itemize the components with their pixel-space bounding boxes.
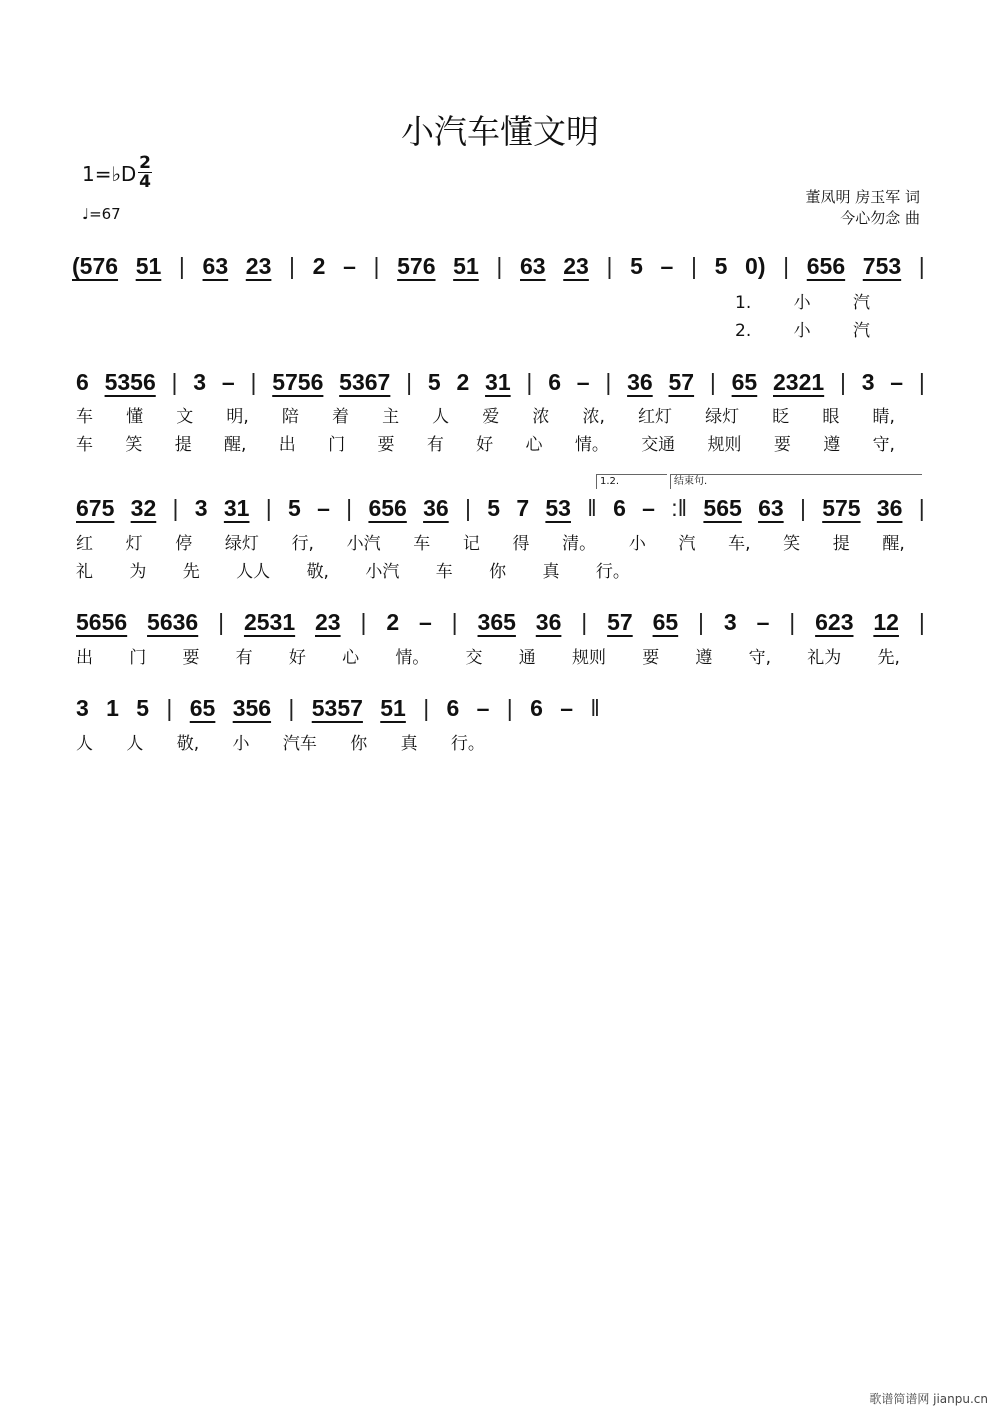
lyric-syllable: 汽车 [282, 734, 317, 754]
lyric-syllable: 睛, [872, 407, 895, 427]
lyric-syllable: 主 [382, 407, 400, 427]
barline: | [799, 495, 806, 521]
notation-row [76, 608, 925, 638]
note-group: 5 [136, 695, 150, 721]
note-group: 12 [873, 609, 899, 635]
barline: | [451, 609, 458, 635]
barline: | [346, 495, 353, 521]
note-group: – [221, 369, 235, 395]
lyric-syllable: 车, [728, 534, 751, 554]
note-group: 36 [627, 369, 653, 395]
note-group: 5656 [76, 609, 128, 635]
lyricist-credit: 董凤明 房玉军 词 [805, 188, 920, 206]
note-group: 57 [607, 609, 633, 635]
lyric-syllable: 好 [288, 648, 306, 668]
barline: | [605, 369, 612, 395]
note-group: 51 [135, 253, 162, 279]
barline: | [423, 695, 430, 721]
note-group: 5367 [339, 369, 391, 395]
barline: :‖ [671, 495, 688, 521]
lyric-syllable: 清。 [562, 534, 597, 554]
time-signature [138, 154, 152, 191]
lyric-syllable: 红灯 [638, 407, 673, 427]
lyric-syllable: 人人 [236, 562, 271, 582]
lyric-syllable: 先, [877, 648, 900, 668]
notation-row [76, 494, 925, 524]
lyric-syllable: 有 [426, 435, 444, 455]
note-group: 6 [76, 369, 89, 395]
lyric-syllable: 门 [328, 435, 346, 455]
lyric-syllable: 1. [735, 293, 752, 313]
barline: ‖ [590, 695, 600, 721]
barline: ‖ [587, 495, 597, 521]
lyric-syllable: 规则 [571, 648, 606, 668]
barline: | [709, 369, 716, 395]
note-group: 5 [487, 495, 501, 521]
lyric-syllable: 守, [748, 648, 772, 668]
note-group: 656 [806, 253, 846, 279]
lyric-syllable: 礼 [76, 562, 93, 582]
lyric-syllable: 绿灯 [224, 534, 259, 554]
notation-row [76, 694, 600, 724]
note-group: – [317, 495, 330, 521]
note-group: – [476, 695, 490, 721]
note-group: 51 [380, 695, 406, 721]
note-group: 2 [456, 369, 470, 395]
lyrics-verse-2 [76, 434, 895, 458]
note-group: 31 [223, 495, 250, 521]
lyric-syllable: 车 [76, 435, 93, 455]
note-group: 6 [530, 695, 543, 721]
note-group: 65 [189, 695, 216, 721]
barline: | [918, 495, 925, 521]
note-group: 65 [731, 369, 758, 395]
volta-ending: 结束句. [670, 474, 922, 489]
note-group: 5357 [311, 695, 363, 721]
lyrics-verse-1 [735, 292, 870, 316]
notation-row [76, 368, 925, 398]
note-group: 575 [822, 495, 861, 521]
lyric-syllable: 笑 [125, 435, 143, 455]
note-group: 5 [427, 369, 441, 395]
lyric-syllable: 醒, [882, 534, 905, 554]
lyric-syllable: 停 [175, 534, 193, 554]
lyric-syllable: 敬, [176, 734, 200, 754]
lyric-syllable: 有 [235, 648, 253, 668]
note-group: 6 [613, 495, 626, 521]
lyric-syllable: 文 [176, 407, 194, 427]
note-group: 0) [745, 253, 766, 279]
note-group: 6 [446, 695, 460, 721]
barline: | [288, 695, 295, 721]
lyrics-verse-1 [76, 533, 905, 557]
note-group: 23 [315, 609, 341, 635]
lyric-syllable: 车 [413, 534, 431, 554]
lyric-syllable: 醒, [224, 435, 247, 455]
note-group: – [343, 253, 356, 279]
barline: | [839, 369, 846, 395]
barline: | [526, 369, 533, 395]
lyrics-verse-1 [76, 733, 485, 757]
lyric-syllable: 绿灯 [705, 407, 740, 427]
note-group: 3 [76, 695, 89, 721]
barline: | [606, 253, 613, 279]
lyric-syllable: 好 [476, 435, 494, 455]
note-group: 5 [288, 495, 301, 521]
lyric-syllable: 门 [129, 648, 147, 668]
note-group: 5636 [147, 609, 199, 635]
lyric-syllable: 为 [129, 562, 147, 582]
lyric-syllable: 你 [350, 734, 368, 754]
barline: | [360, 609, 367, 635]
note-group: 5356 [104, 369, 156, 395]
lyric-syllable: 车 [76, 407, 93, 427]
lyric-syllable: 陪 [281, 407, 299, 427]
lyric-syllable: 灯 [125, 534, 143, 554]
lyrics-verse-2 [76, 561, 630, 585]
note-group: 1 [106, 695, 119, 721]
note-group: – [642, 495, 655, 521]
note-group: 623 [815, 609, 854, 635]
barline: | [783, 253, 790, 279]
lyric-syllable: 遵 [823, 435, 841, 455]
watermark: 歌谱简谱网 jianpu.cn [869, 1392, 988, 1406]
barline: | [171, 369, 178, 395]
note-group: 656 [368, 495, 407, 521]
song-title: 小汽车懂文明 [401, 112, 599, 151]
lyric-syllable: 浓, [582, 407, 605, 427]
lyric-syllable: 出 [76, 648, 93, 668]
composer-credit: 今心勿念 曲 [840, 209, 920, 227]
lyric-syllable: 你 [489, 562, 507, 582]
lyric-syllable: 情。 [574, 435, 609, 455]
lyric-syllable: 先 [182, 562, 200, 582]
barline: | [172, 495, 179, 521]
note-group: 23 [245, 253, 272, 279]
lyric-syllable: 小 [628, 534, 646, 554]
note-group: – [660, 253, 674, 279]
lyric-syllable: 小 [793, 293, 811, 313]
note-group: 63 [520, 253, 546, 279]
lyric-syllable: 要 [773, 435, 791, 455]
lyric-syllable: 小汽 [365, 562, 400, 582]
lyric-syllable: 交 [465, 648, 483, 668]
lyric-syllable: 行。 [595, 562, 630, 582]
lyric-syllable: 要 [182, 648, 200, 668]
barline: | [698, 609, 705, 635]
lyric-syllable: 笑 [783, 534, 801, 554]
note-group: 7 [516, 495, 530, 521]
note-group: 65 [652, 609, 679, 635]
barline: | [218, 609, 225, 635]
lyric-syllable: 情。 [395, 648, 430, 668]
lyric-syllable: 车 [435, 562, 453, 582]
note-group: 63 [202, 253, 229, 279]
lyric-syllable: 小 [232, 734, 250, 754]
lyric-syllable: 出 [278, 435, 296, 455]
lyrics-verse-1 [76, 406, 895, 430]
note-group: 675 [76, 495, 115, 521]
note-group: 2 [312, 253, 326, 279]
barline: | [581, 609, 588, 635]
note-group: 53 [545, 495, 571, 521]
lyric-syllable: 礼为 [807, 648, 842, 668]
barline: | [464, 495, 471, 521]
time-bottom: 4 [139, 172, 151, 192]
barline: | [506, 695, 513, 721]
note-group: – [560, 695, 574, 721]
note-group: 23 [563, 253, 589, 279]
note-group: (576 [72, 253, 119, 279]
note-group: 2321 [773, 369, 825, 395]
lyric-syllable: 心 [342, 648, 360, 668]
note-group: 32 [130, 495, 157, 521]
note-group: 565 [703, 495, 742, 521]
barline: | [166, 695, 173, 721]
lyric-syllable: 守, [872, 435, 895, 455]
lyric-syllable: 真 [400, 734, 418, 754]
barline: | [789, 609, 796, 635]
lyric-syllable: 小汽 [346, 534, 381, 554]
note-group: 3 [861, 369, 875, 395]
note-group: 51 [453, 253, 479, 279]
lyric-syllable: 真 [542, 562, 560, 582]
note-group: 5756 [272, 369, 324, 395]
barline: | [690, 253, 697, 279]
barline: | [373, 253, 380, 279]
lyric-syllable: 心 [525, 435, 543, 455]
lyric-syllable: 规则 [707, 435, 742, 455]
barline: | [496, 253, 503, 279]
lyric-syllable: 人 [126, 734, 144, 754]
lyric-syllable: 行。 [450, 734, 485, 754]
lyric-syllable: 汽 [678, 534, 696, 554]
note-group: 6 [548, 369, 561, 395]
tempo-marking: ♩=67 [82, 205, 121, 223]
note-group: – [756, 609, 770, 635]
note-group: 2 [386, 609, 400, 635]
note-group: 57 [668, 369, 695, 395]
lyric-syllable: 懂 [126, 407, 144, 427]
note-group: 36 [876, 495, 903, 521]
notation-row [72, 252, 925, 282]
lyric-syllable: 人 [76, 734, 93, 754]
lyric-syllable: 提 [174, 435, 192, 455]
barline: | [918, 253, 925, 279]
lyric-syllable: 小 [793, 321, 811, 341]
note-group: 2531 [243, 609, 296, 635]
note-group: – [890, 369, 904, 395]
lyric-syllable: 2. [735, 321, 752, 341]
lyric-syllable: 记 [462, 534, 480, 554]
lyric-syllable: 明, [226, 407, 249, 427]
note-group: 3 [723, 609, 737, 635]
lyric-syllable: 汽 [852, 321, 870, 341]
note-group: 3 [193, 369, 207, 395]
lyric-syllable: 敬, [306, 562, 329, 582]
lyric-syllable: 爱 [482, 407, 500, 427]
note-group: 5 [630, 253, 643, 279]
lyric-syllable: 要 [642, 648, 660, 668]
note-group: 63 [758, 495, 784, 521]
barline: | [918, 369, 925, 395]
barline: | [265, 495, 272, 521]
lyric-syllable: 眼 [822, 407, 840, 427]
note-group: 365 [477, 609, 516, 635]
volta-first: 1.2. [596, 474, 667, 489]
note-group: – [576, 369, 590, 395]
lyric-syllable: 提 [832, 534, 850, 554]
key-signature: 1=♭D [82, 162, 137, 186]
lyric-syllable: 要 [377, 435, 395, 455]
lyric-syllable: 遵 [695, 648, 713, 668]
barline: | [250, 369, 257, 395]
lyric-syllable: 着 [331, 407, 349, 427]
lyric-syllable: 通 [518, 648, 536, 668]
lyrics-verse-2 [735, 320, 870, 344]
note-group: 3 [194, 495, 208, 521]
lyric-syllable: 眨 [772, 407, 790, 427]
barline: | [289, 253, 295, 279]
time-top: 2 [139, 153, 151, 173]
note-group: 576 [397, 253, 436, 279]
barline: | [178, 253, 185, 279]
lyric-syllable: 得 [512, 534, 530, 554]
note-group: 36 [423, 495, 449, 521]
note-group: 356 [232, 695, 272, 721]
barline: | [918, 609, 925, 635]
lyric-syllable: 浓 [532, 407, 550, 427]
lyric-syllable: 行, [291, 534, 314, 554]
lyric-syllable: 红 [76, 534, 93, 554]
barline: | [406, 369, 413, 395]
lyric-syllable: 交通 [641, 435, 676, 455]
note-group: 753 [862, 253, 902, 279]
note-group: – [419, 609, 432, 635]
lyric-syllable: 人 [432, 407, 450, 427]
note-group: 36 [535, 609, 562, 635]
note-group: 31 [485, 369, 511, 395]
note-group: 5 [714, 253, 728, 279]
lyric-syllable: 汽 [852, 293, 870, 313]
lyrics-verse-1 [76, 647, 900, 671]
